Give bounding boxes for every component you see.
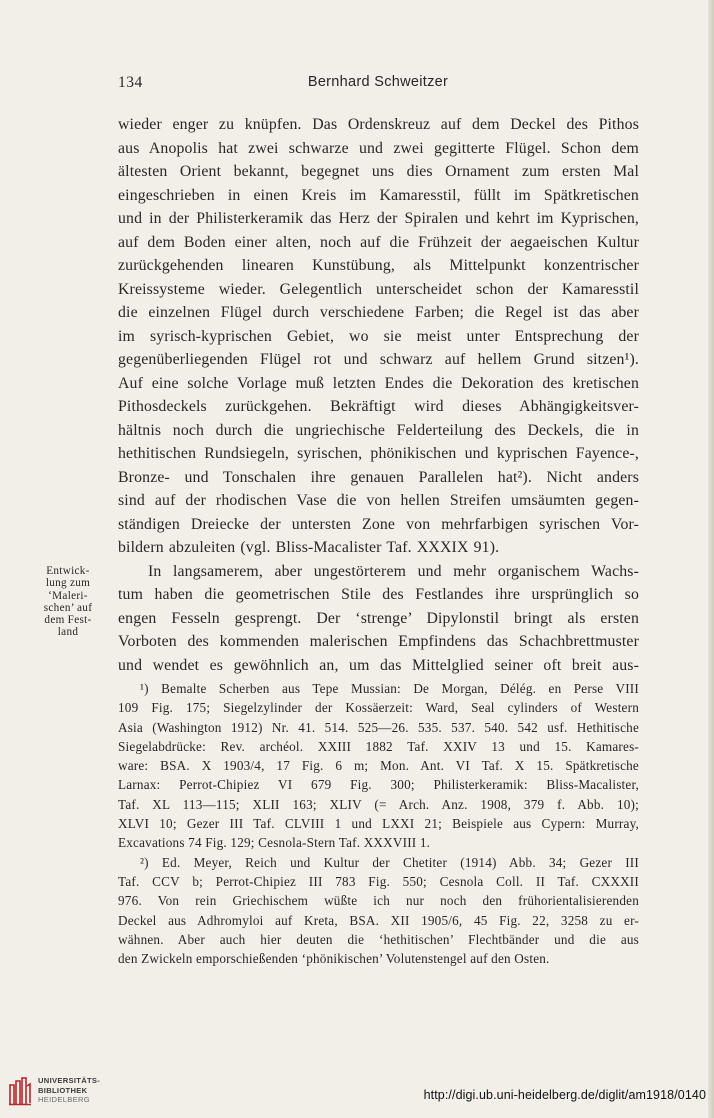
page-header (118, 74, 638, 96)
page-number: 134 (118, 74, 143, 91)
body-line: bildern abzuleiten (vgl. Bliss-Macalister Taf. XXXIX 91). (118, 539, 500, 556)
body-line: aus Anopolis hat zwei schwarze und zwei gegitterte Flügel. Schon dem (118, 139, 639, 157)
body-line: sind auf der rhodischen Vase die von hellen Streifen umsäumten gegen- (118, 492, 639, 509)
body-line: tum haben die geometrischen Stile des Festlandes ihre ursprünglich so (118, 586, 639, 603)
body-line: und wendet es gewöhnlich an, um das Mittelglied seiner oft breit aus- (118, 656, 639, 674)
body-line: zurückgehenden linearen Kunstübung, als Mittelpunkt konzentrischer (118, 257, 639, 274)
body-line: In langsamerem, aber ungestörterem und mehr organischem Wachs- (148, 562, 639, 580)
body-line: Auf eine solche Vorlage muß letzten Endes die Dekoration des kretischen (118, 374, 639, 392)
body-line: Pithosdeckels zurückgehen. Bekräftigt wird dieses Abhängigkeitsver- (118, 398, 639, 415)
page-edge (708, 0, 714, 1118)
marginal-note (26, 565, 110, 639)
footer (0, 1068, 714, 1118)
body-line: hethitischen Rundsiegeln, syrischen, phönikischen und kyprischen Fayence-, (118, 445, 639, 462)
body-line: wieder enger zu knüpfen. Das Ordenskreuz auf dem Deckel des Pithos (118, 116, 639, 133)
body-line: auf dem Boden einer alten, noch auf die Frühzeit der aegaeischen Kultur (118, 233, 639, 251)
footnote-line: den Zwickeln emporschießenden ‘phönikischen’ Volutenstengel auf den Osten. (118, 951, 550, 967)
body-line: eingeschrieben in einen Kreis im Kamaresstil, füllt im Spätkretischen (118, 186, 639, 204)
footnote-line: 109 Fig. 175; Siegelzylinder der Kossäerzeit: Ward, Seal cylinders of Western (118, 700, 639, 716)
footnote-line: Taf. CCV b; Perrot-Chipiez III 783 Fig. 550; Cesnola Coll. II Taf. CXXXII (118, 873, 639, 889)
footnote-line: Siegelabdrücke: Rev. archéol. XXIII 1882 Taf. XXIV 13 und 15. Kamares- (118, 738, 639, 754)
footnote-line: XLVI 10; Gezer III Taf. CLVIII 1 und LXXI 21; Beispiele aus Cypern: Murray, (118, 816, 639, 832)
body-line: die einzelnen Flügel durch verschiedene Farben; die Regel ist das aber (118, 304, 639, 321)
footnote-line: Larnax: Perrot-Chipiez VI 679 Fig. 300; Philisterkeramik: Bliss-Macalister, (118, 777, 639, 793)
marginal-note-line: ‘Maleri- (48, 589, 88, 602)
body-line: im syrisch-kyprischen Gebiet, wo sie meist unter Entsprechung der (118, 327, 639, 345)
footnote-line: 976. Von rein Griechischem wüßte ich nur noch den frühorientalisierenden (118, 893, 639, 909)
body-line: ältesten Orient bekannt, begegnet uns dies Ornament zum ersten Mal (118, 163, 639, 180)
footnotes (118, 679, 639, 968)
library-name (38, 1076, 100, 1105)
marginal-note-line: schen’ auf (43, 601, 93, 614)
source-url-link[interactable]: http://digi.ub.uni-heidelberg.de/diglit/am1918/0140 (423, 1088, 706, 1102)
footnote-line: ware: BSA. X 1903/4, 17 Fig. 6 m; Mon. Ant. VI Taf. X 15. Spätkretische (118, 758, 639, 774)
library-name-line: HEIDELBERG (38, 1095, 90, 1104)
body-line: gegenüberliegenden Flügel rot und schwarz auf hellem Grund sitzen¹). (118, 351, 639, 368)
university-library-logo-icon (8, 1076, 32, 1106)
body-line: Vorboten des kommenden malerischen Empfindens das Schachbrettmuster (118, 633, 639, 650)
footnote-line: Taf. XL 113—115; XLII 163; XLIV (= Arch. Anz. 1908, 379 f. Abb. 10); (118, 796, 639, 812)
body-line: engen Fesseln gesprengt. Der ‘strenge’ Dipylonstil bringt als ersten (118, 609, 639, 627)
body-line: und in der Philisterkeramik das Herz der Spiralen und kehrt im Kyprischen, (118, 210, 639, 227)
body-line: hältnis noch durch die ungriechische Felderteilung des Deckels, die in (118, 421, 639, 439)
footnote-line: Asia (Washington 1912) Nr. 41. 514. 525—26. 535. 537. 540. 542 usf. Hethitische (118, 719, 639, 735)
marginal-note-line: lung zum (45, 577, 91, 590)
marginal-note-line: Entwick- (46, 565, 90, 577)
body-line: ständigen Dreiecke der untersten Zone von mehrfarbigen syrischen Vor- (118, 515, 639, 533)
body-line: Bronze- und Tonschalen ihre genauen Parallelen hat²). Nicht anders (118, 468, 639, 486)
footnote-line: ¹) Bemalte Scherben aus Tepe Mussian: De Morgan, Délég. en Perse VIII (140, 681, 639, 696)
marginal-note-line: dem Fest- (44, 614, 92, 627)
marginal-note-line: land (57, 626, 79, 639)
footnote-line: Deckel aus Adhromyloi auf Kreta, BSA. XII 1905/6, 45 Fig. 22, 3258 zu er- (118, 912, 639, 928)
library-name-line: UNIVERSITÄTS- (38, 1076, 101, 1085)
footnote-line: Excavations 74 Fig. 129; Cesnola-Stern Taf. XXXVIII 1. (118, 835, 431, 851)
library-name-line: BIBLIOTHEK (38, 1085, 88, 1095)
body-text (118, 113, 639, 677)
running-title: Bernhard Schweitzer (307, 74, 449, 90)
footnote-line: ²) Ed. Meyer, Reich und Kultur der Chetiter (1914) Abb. 34; Gezer III (140, 854, 639, 870)
body-line: Kreissysteme wieder. Gelegentlich unterscheidet schon der Kamaresstil (118, 280, 639, 298)
footnote-line: wähnen. Aber auch hier deuten die ‘hethitischen’ Flechtbänder und die aus (118, 931, 639, 947)
